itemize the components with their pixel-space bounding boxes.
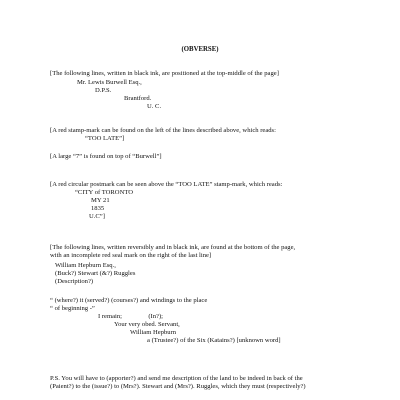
- ps-block: [50, 375, 370, 391]
- postmark-line: 1835: [91, 205, 105, 213]
- postmark-line: U.C”]: [89, 213, 105, 221]
- letter-line: I remain; (In?);: [98, 313, 164, 321]
- letter-line: “ of beginning -”: [50, 305, 95, 313]
- note-line: [The following lines, written reversibly and in black ink, are found at the bottom of the page,: [50, 244, 296, 251]
- note-seven: [50, 153, 360, 161]
- ps-line: (Paient?) to the (issue?) to (Mrs?). Stewart and (Mrs?). Ruggles, which they must (respectively?): [50, 383, 306, 391]
- recipient-line: (Buck?) Stewart (&?) Ruggles: [55, 270, 136, 278]
- letter-line: William Hepburn: [130, 329, 177, 337]
- address-line: Brantford.: [124, 95, 152, 103]
- address-block: [50, 79, 360, 111]
- letter-block: [50, 297, 360, 346]
- recipient-line: William Hepburn Esq.,: [55, 262, 116, 269]
- postmark-block: [50, 181, 360, 221]
- postmark-line: “CITY of TORONTO: [75, 189, 133, 197]
- note-line: [The following lines, written in black ink, are positioned at the top-middle of the page]: [50, 70, 279, 77]
- recipient-line: (Description?): [55, 278, 94, 286]
- address-line: Mr. Lewis Burwell Esq.,: [77, 79, 142, 86]
- note-line: with an incomplete red seal mark on the right of the last line]: [50, 252, 212, 260]
- note-line: [A red stamp-mark can be found on the left of the lines described above, which reads:: [50, 127, 276, 134]
- note-line: [A large “7” is found on top of “Burwell”]: [50, 153, 162, 160]
- note-top: [50, 70, 360, 78]
- address-line: U. C.: [147, 103, 162, 111]
- address-line: D.P.S.: [95, 87, 112, 95]
- letter-line: Your very obed. Servant,: [114, 321, 180, 329]
- recipients-block: [50, 262, 360, 286]
- letter-line: a (Trustee?) of the Six (Katains?) [unknown word]: [147, 337, 281, 345]
- note-line: [A red circular postmark can be seen above the “TOO LATE” stamp-mark, which reads:: [50, 181, 283, 188]
- note-bottom: [50, 244, 360, 260]
- ps-line: P.S. You will have to (apporter?) and send me description of the land to be indeed in back of the: [50, 375, 303, 382]
- postmark-line: MY 21: [91, 197, 110, 205]
- note-line: “TOO LATE”]: [85, 135, 125, 143]
- page-heading: (OBVERSE): [181, 46, 219, 53]
- note-stamp: [50, 127, 360, 143]
- letter-line: “ (where?) it (served?) (courses?) and windings to the place: [50, 297, 208, 304]
